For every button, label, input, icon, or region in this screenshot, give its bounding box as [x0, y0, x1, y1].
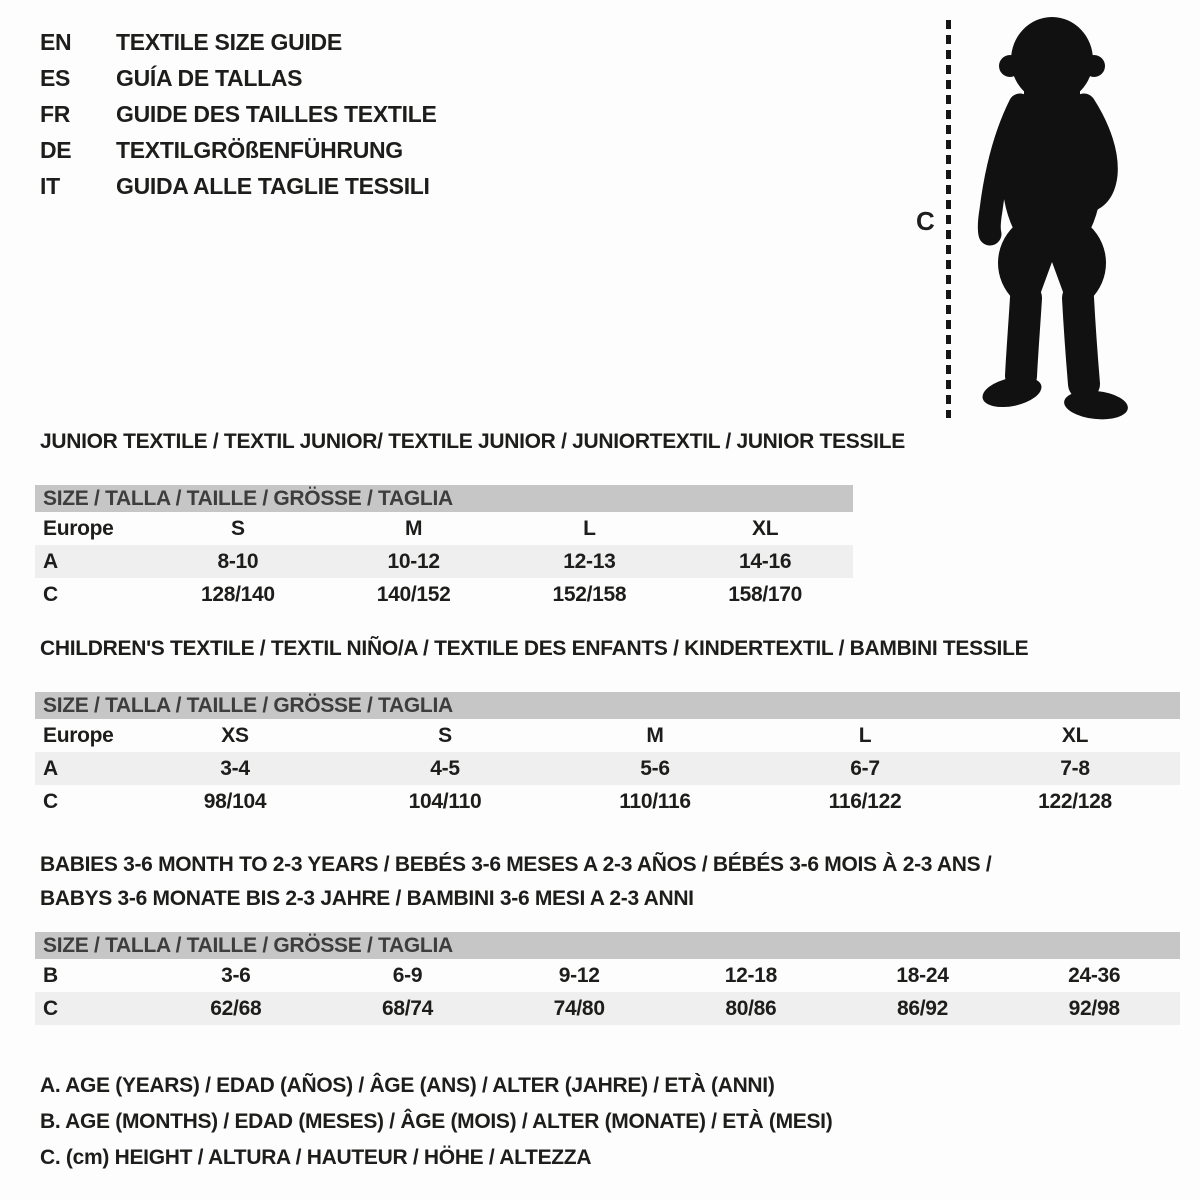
size-value: L	[858, 723, 872, 747]
size-value: L	[583, 516, 596, 540]
size-value: XL	[752, 516, 779, 540]
section-babies	[35, 848, 1180, 1025]
size-value: 62/68	[210, 996, 262, 1020]
table-row	[35, 578, 853, 611]
babies-size-table	[35, 932, 1180, 1025]
size-value: 24-36	[1068, 963, 1121, 987]
section-children	[35, 637, 1180, 818]
size-value: 122/128	[1038, 789, 1112, 813]
footnotes	[40, 1068, 832, 1176]
language-row	[40, 132, 437, 168]
guide-title: TEXTILGRÖßENFÜHRUNG	[116, 136, 403, 163]
size-value: 6-7	[850, 756, 880, 780]
table-row	[35, 959, 1180, 992]
size-value: 152/158	[552, 582, 627, 606]
section-heading: JUNIOR TEXTILE / TEXTIL JUNIOR/ TEXTILE JUNIOR / JUNIORTEXTIL / JUNIOR TESSILE	[40, 430, 905, 453]
table-size-header: SIZE / TALLA / TAILLE / GRÖSSE / TAGLIA	[35, 692, 1180, 719]
size-value: 6-9	[392, 963, 423, 987]
size-value: S	[438, 723, 452, 747]
size-value: 68/74	[381, 996, 434, 1020]
size-value: 3-4	[220, 756, 250, 780]
size-value: 158/170	[728, 582, 803, 606]
size-value: 14-16	[739, 549, 792, 573]
size-value: 5-6	[640, 756, 670, 780]
size-value: XL	[1061, 723, 1089, 747]
row-label: C	[43, 996, 58, 1020]
height-measure-line	[946, 20, 951, 418]
row-label: B	[43, 963, 58, 987]
table-row	[35, 992, 1180, 1025]
size-value: 4-5	[430, 756, 460, 780]
section-heading-line2: BABYS 3-6 MONATE BIS 2-3 JAHRE / BAMBINI 3-6 MESI A 2-3 ANNI	[40, 887, 694, 910]
row-label: A	[43, 549, 58, 573]
section-heading-line1: BABIES 3-6 MONTH TO 2-3 YEARS / BEBÉS 3-6 MESES A 2-3 AÑOS / BÉBÉS 3-6 MOIS À 2-3 ANS /	[40, 853, 992, 876]
height-measure-label: C	[916, 206, 935, 236]
size-value: 12-18	[724, 963, 777, 987]
table-row	[35, 512, 853, 545]
language-row	[40, 168, 437, 204]
size-value: 116/122	[828, 789, 902, 813]
guide-title: TEXTILE SIZE GUIDE	[116, 28, 342, 55]
children-size-table	[35, 692, 1180, 818]
size-value: 8-10	[217, 549, 259, 573]
table-row	[35, 752, 1180, 785]
section-heading	[35, 848, 1180, 916]
table-row	[35, 545, 853, 578]
size-value: 18-24	[896, 963, 949, 987]
size-value: 140/152	[376, 582, 451, 606]
size-value: XS	[221, 723, 249, 747]
row-label: C	[43, 582, 58, 606]
language-code: IT	[40, 172, 60, 199]
table-size-header: SIZE / TALLA / TAILLE / GRÖSSE / TAGLIA	[35, 485, 853, 512]
size-value: 10-12	[387, 549, 440, 573]
language-code: DE	[40, 136, 72, 163]
language-row	[40, 60, 437, 96]
table-row	[35, 719, 1180, 752]
size-value: S	[231, 516, 245, 540]
section-junior	[35, 430, 905, 611]
junior-size-table	[35, 485, 853, 611]
row-label: A	[43, 756, 58, 780]
row-label: Europe	[43, 723, 114, 747]
size-value: 9-12	[558, 963, 600, 987]
footnote: B. AGE (MONTHS) / EDAD (MESES) / ÂGE (MOIS) / ALTER (MONATE) / ETÀ (MESI)	[40, 1110, 833, 1133]
size-value: 104/110	[408, 789, 482, 813]
language-row	[40, 24, 437, 60]
size-value: 86/92	[896, 996, 949, 1020]
toddler-silhouette-icon	[960, 10, 1142, 422]
row-label: C	[43, 789, 58, 813]
size-value: 98/104	[203, 789, 267, 813]
language-row	[40, 96, 437, 132]
section-heading: CHILDREN'S TEXTILE / TEXTIL NIÑO/A / TEXTILE DES ENFANTS / KINDERTEXTIL / BAMBINI TESSILE	[40, 637, 1029, 660]
size-value: 110/116	[619, 789, 691, 813]
footnote: C. (cm) HEIGHT / ALTURA / HAUTEUR / HÖHE / ALTEZZA	[40, 1146, 592, 1169]
size-value: 74/80	[553, 996, 605, 1020]
language-title-block	[40, 24, 437, 204]
table-size-header: SIZE / TALLA / TAILLE / GRÖSSE / TAGLIA	[35, 932, 1180, 959]
language-code: ES	[40, 64, 71, 91]
size-value: 92/98	[1068, 996, 1120, 1020]
size-value: 80/86	[725, 996, 777, 1020]
guide-title: GUÍA DE TALLAS	[116, 64, 303, 91]
size-value: 12-13	[563, 549, 616, 573]
language-code: EN	[40, 28, 72, 55]
size-value: M	[646, 723, 664, 747]
row-label: Europe	[43, 516, 114, 540]
guide-title: GUIDA ALLE TAGLIE TESSILI	[116, 172, 430, 199]
language-code: FR	[40, 100, 71, 127]
table-row	[35, 785, 1180, 818]
size-value: M	[405, 516, 423, 540]
size-value: 7-8	[1060, 756, 1090, 780]
size-value: 3-6	[221, 963, 251, 987]
guide-title: GUIDE DES TAILLES TEXTILE	[116, 100, 437, 127]
size-value: 128/140	[200, 582, 275, 606]
footnote: A. AGE (YEARS) / EDAD (AÑOS) / ÂGE (ANS) / ALTER (JAHRE) / ETÀ (ANNI)	[40, 1074, 775, 1097]
